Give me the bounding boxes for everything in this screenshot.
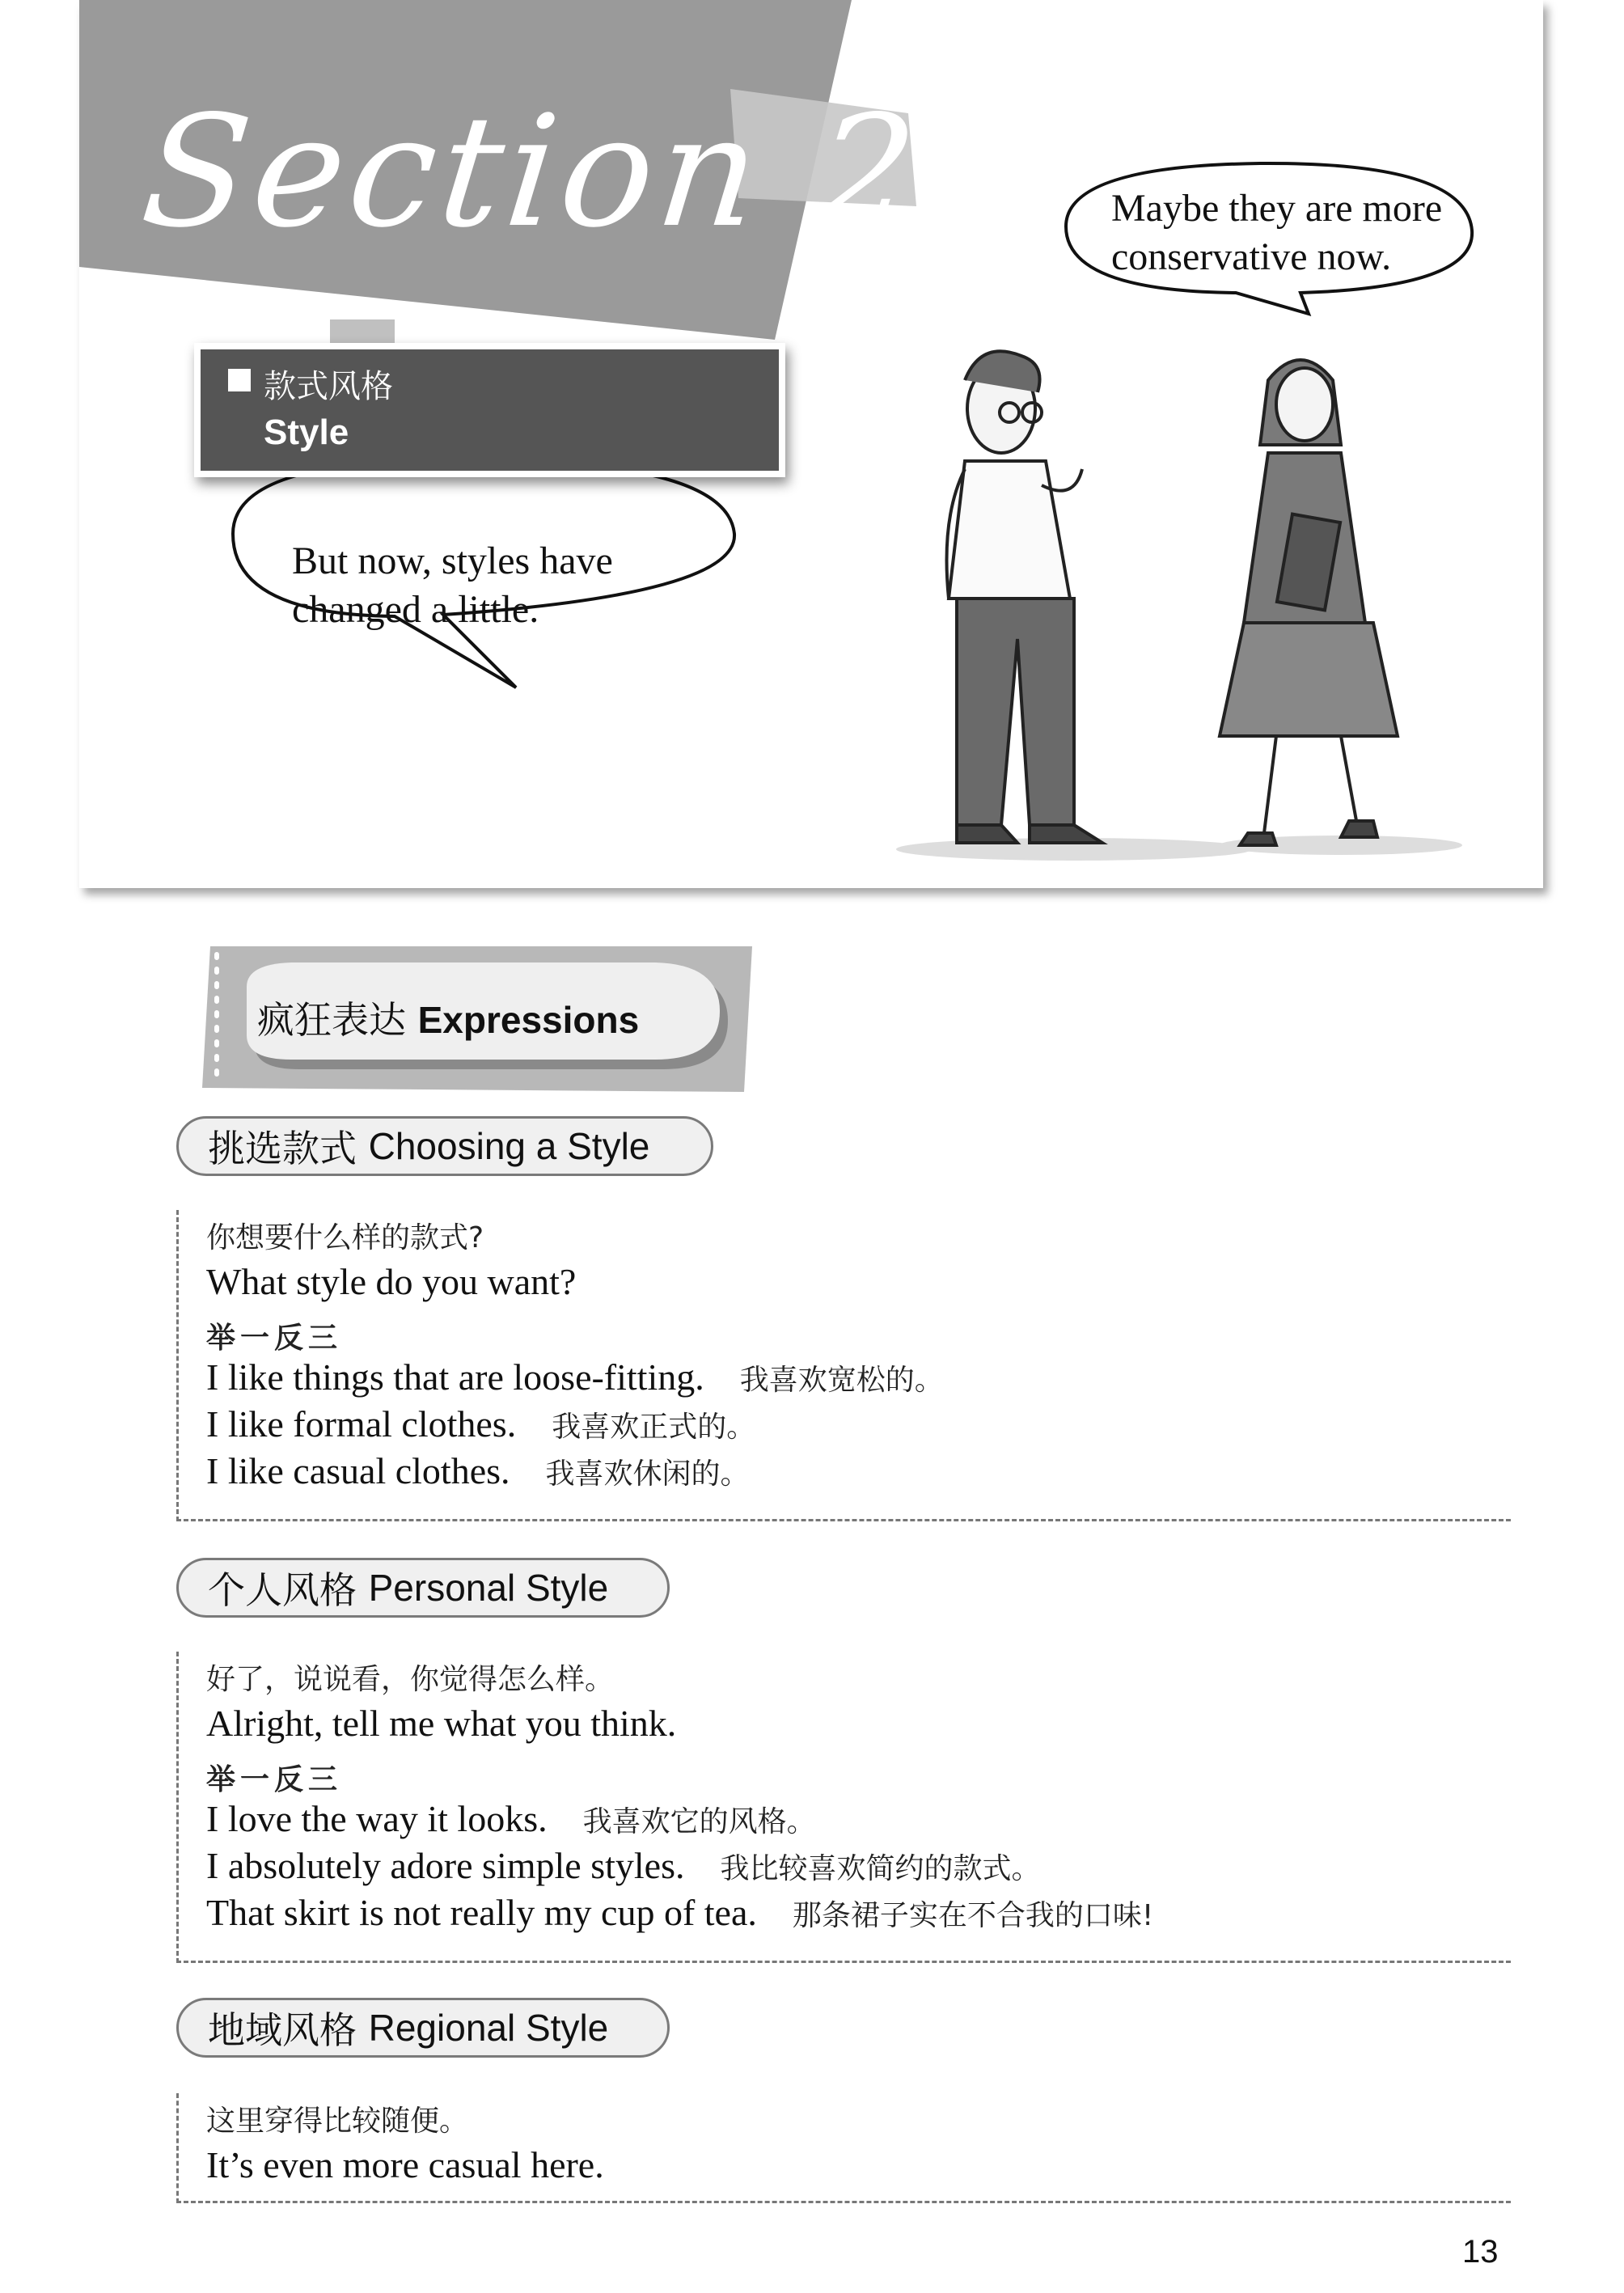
bubble-right-line: conservative now. xyxy=(1111,235,1392,278)
page-number: 13 xyxy=(1462,2234,1499,2270)
heading-regional-style xyxy=(176,1998,670,2058)
variant-line: I absolutely adore simple styles. 我比较喜欢简约的款式。 xyxy=(206,1845,1041,1886)
variant-line: That skirt is not really my cup of tea. 那条裙子实在不合我的口味! xyxy=(206,1892,1154,1933)
expression-block xyxy=(176,1210,1511,1521)
expressions-tab-label xyxy=(257,991,639,1044)
style-label-cn: 款式风格 xyxy=(264,368,393,405)
bubble-right-line: Maybe they are more xyxy=(1111,187,1443,230)
expressions-tab-cn: 疯狂表达 xyxy=(257,998,406,1042)
bubble-right-text xyxy=(1111,184,1483,281)
heading-personal-style xyxy=(176,1558,670,1618)
heading-en: Regional Style xyxy=(368,2007,609,2049)
woman-figure xyxy=(1220,360,1398,845)
expression-block xyxy=(176,1652,1511,1963)
prompt-en: It’s even more casual here. xyxy=(206,2144,604,2185)
prompt-en: What style do you want? xyxy=(206,1261,577,1302)
variant-line: I like things that are loose-fitting. 我喜欢宽松的。 xyxy=(206,1356,944,1398)
man-figure xyxy=(947,351,1103,843)
prompt-cn: 好了，说说看，你觉得怎么样。 xyxy=(206,1663,615,1696)
expressions-tab-en: Expressions xyxy=(417,999,640,1041)
variant-line: I like casual clothes. 我喜欢休闲的。 xyxy=(206,1450,750,1491)
variants-label: 举一反三 xyxy=(206,1763,343,1796)
square-bullet-icon xyxy=(228,369,251,391)
variant-line: I love the way it looks. 我喜欢它的风格。 xyxy=(206,1798,816,1839)
style-label-box xyxy=(194,343,785,477)
heading-choosing-a-style xyxy=(176,1116,713,1176)
heading-cn: 地域风格 xyxy=(208,2008,357,2052)
prompt-cn: 这里穿得比较随便。 xyxy=(206,2105,469,2138)
prompt-cn: 你想要什么样的款式? xyxy=(206,1221,484,1254)
heading-cn: 挑选款式 xyxy=(208,1127,357,1170)
prompt-en: Alright, tell me what you think. xyxy=(206,1703,677,1744)
variant-line: I like formal clothes. 我喜欢正式的。 xyxy=(206,1403,756,1445)
style-label-en: Style xyxy=(264,412,349,452)
heading-cn: 个人风格 xyxy=(208,1568,357,1612)
heading-en: Personal Style xyxy=(368,1567,609,1609)
variants-label: 举一反三 xyxy=(206,1322,343,1355)
heading-en: Choosing a Style xyxy=(368,1125,650,1167)
bubble-left-line: changed a little. xyxy=(292,588,539,631)
tape-piece xyxy=(330,319,395,344)
bubble-left-line: But now, styles have xyxy=(292,539,613,582)
style-label-background xyxy=(201,349,779,471)
expression-block xyxy=(176,2093,1511,2203)
bubble-left-text xyxy=(292,537,745,634)
section-title: Section 2 xyxy=(134,82,928,261)
